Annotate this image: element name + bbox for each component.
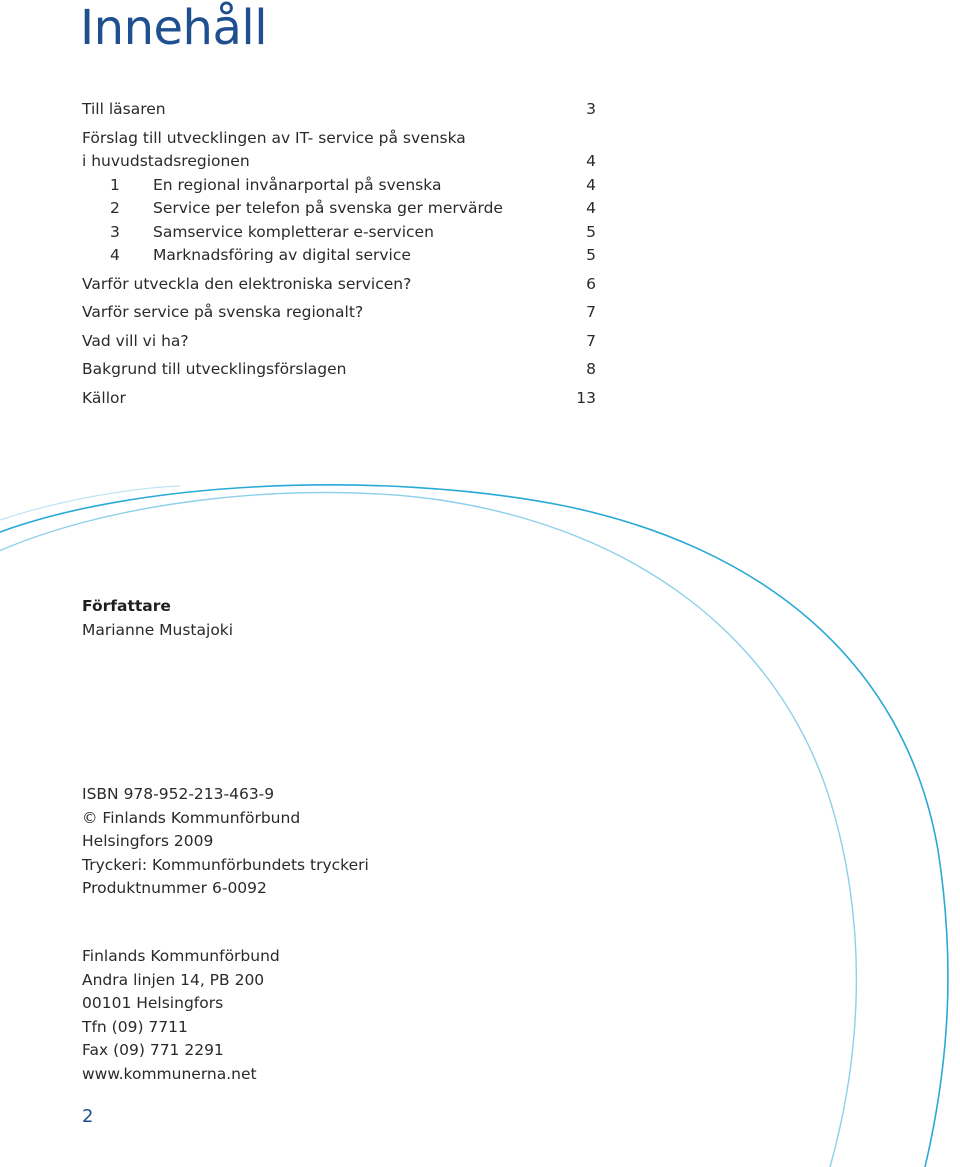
toc-entry-label: Källor — [82, 388, 126, 407]
toc-entry-page: 6 — [586, 274, 596, 293]
toc-entry-label: Vad vill vi ha? — [82, 331, 189, 350]
toc-entry[interactable] — [82, 387, 596, 411]
toc-subentry-number: 4 — [110, 246, 120, 264]
toc-entry[interactable] — [82, 301, 596, 325]
toc-subentry-label: Marknadsföring av digital service — [153, 246, 411, 264]
toc-entry-label: Bakgrund till utvecklingsförslagen — [82, 360, 347, 378]
publication-info — [82, 783, 369, 901]
toc-entry-line1[interactable] — [82, 127, 596, 151]
toc-subentry-page: 4 — [586, 175, 596, 194]
page-number: 2 — [82, 1106, 94, 1127]
contact-phone: Tfn (09) 7711 — [82, 1017, 188, 1036]
contact-info — [82, 945, 280, 1086]
toc-subentry-page: 4 — [586, 199, 596, 217]
toc-entry-label: Till läsaren — [82, 100, 166, 118]
toc-entry-page: 7 — [586, 331, 596, 350]
toc-subentry-label: En regional invånarportal på svenska — [153, 175, 442, 194]
author-heading: Författare — [82, 597, 171, 615]
toc-entry[interactable] — [82, 98, 596, 122]
toc-subentry-page: 5 — [586, 222, 596, 241]
toc-subentry-number: 1 — [110, 175, 120, 194]
contact-fax: Fax (09) 771 2291 — [82, 1041, 224, 1059]
author-section — [82, 595, 233, 642]
contact-address: Andra linjen 14, PB 200 — [82, 970, 265, 989]
toc-entry-label: Varför utveckla den elektroniska servicen? — [82, 274, 412, 293]
table-of-contents — [82, 98, 596, 410]
toc-entry-page: 13 — [576, 388, 596, 407]
toc-subentry-number: 3 — [110, 222, 120, 241]
toc-subentry-label: Samservice kompletterar e-servicen — [153, 222, 434, 241]
toc-entry-label: Förslag till utvecklingen av IT- service på svenska — [82, 128, 466, 147]
toc-subentry[interactable] — [82, 221, 596, 245]
printer: Tryckeri: Kommunförbundets tryckeri — [82, 855, 369, 874]
arc-inner — [0, 486, 180, 520]
toc-entry[interactable] — [82, 330, 596, 354]
toc-subentry-number: 2 — [110, 199, 120, 217]
toc-entry[interactable] — [82, 358, 596, 382]
toc-subentry[interactable] — [82, 244, 596, 268]
toc-entry-page: 8 — [586, 360, 596, 378]
place-year: Helsingfors 2009 — [82, 832, 214, 850]
contact-postal: 00101 Helsingfors — [82, 994, 224, 1012]
toc-entry-page: 4 — [586, 152, 596, 170]
toc-entry-page: 3 — [586, 100, 596, 118]
toc-subentry-label: Service per telefon på svenska ger mervärde — [153, 199, 503, 217]
toc-entry-page: 7 — [586, 303, 596, 321]
product-number: Produktnummer 6-0092 — [82, 879, 267, 897]
toc-entry[interactable] — [82, 150, 596, 174]
toc-subentry-page: 5 — [586, 246, 596, 264]
toc-subentry[interactable] — [82, 197, 596, 221]
contact-org: Finlands Kommunförbund — [82, 947, 280, 965]
copyright: © Finlands Kommunförbund — [82, 808, 301, 827]
toc-entry[interactable] — [82, 273, 596, 297]
isbn: ISBN 978-952-213-463-9 — [82, 785, 275, 803]
author-name: Marianne Mustajoki — [82, 620, 234, 639]
toc-entry-label: i huvudstadsregionen — [82, 152, 250, 170]
toc-subentry[interactable] — [82, 174, 596, 198]
page-title: Innehåll — [80, 0, 268, 56]
toc-entry-label: Varför service på svenska regionalt? — [82, 303, 364, 321]
contact-web-link[interactable]: www.kommunerna.net — [82, 1064, 257, 1083]
